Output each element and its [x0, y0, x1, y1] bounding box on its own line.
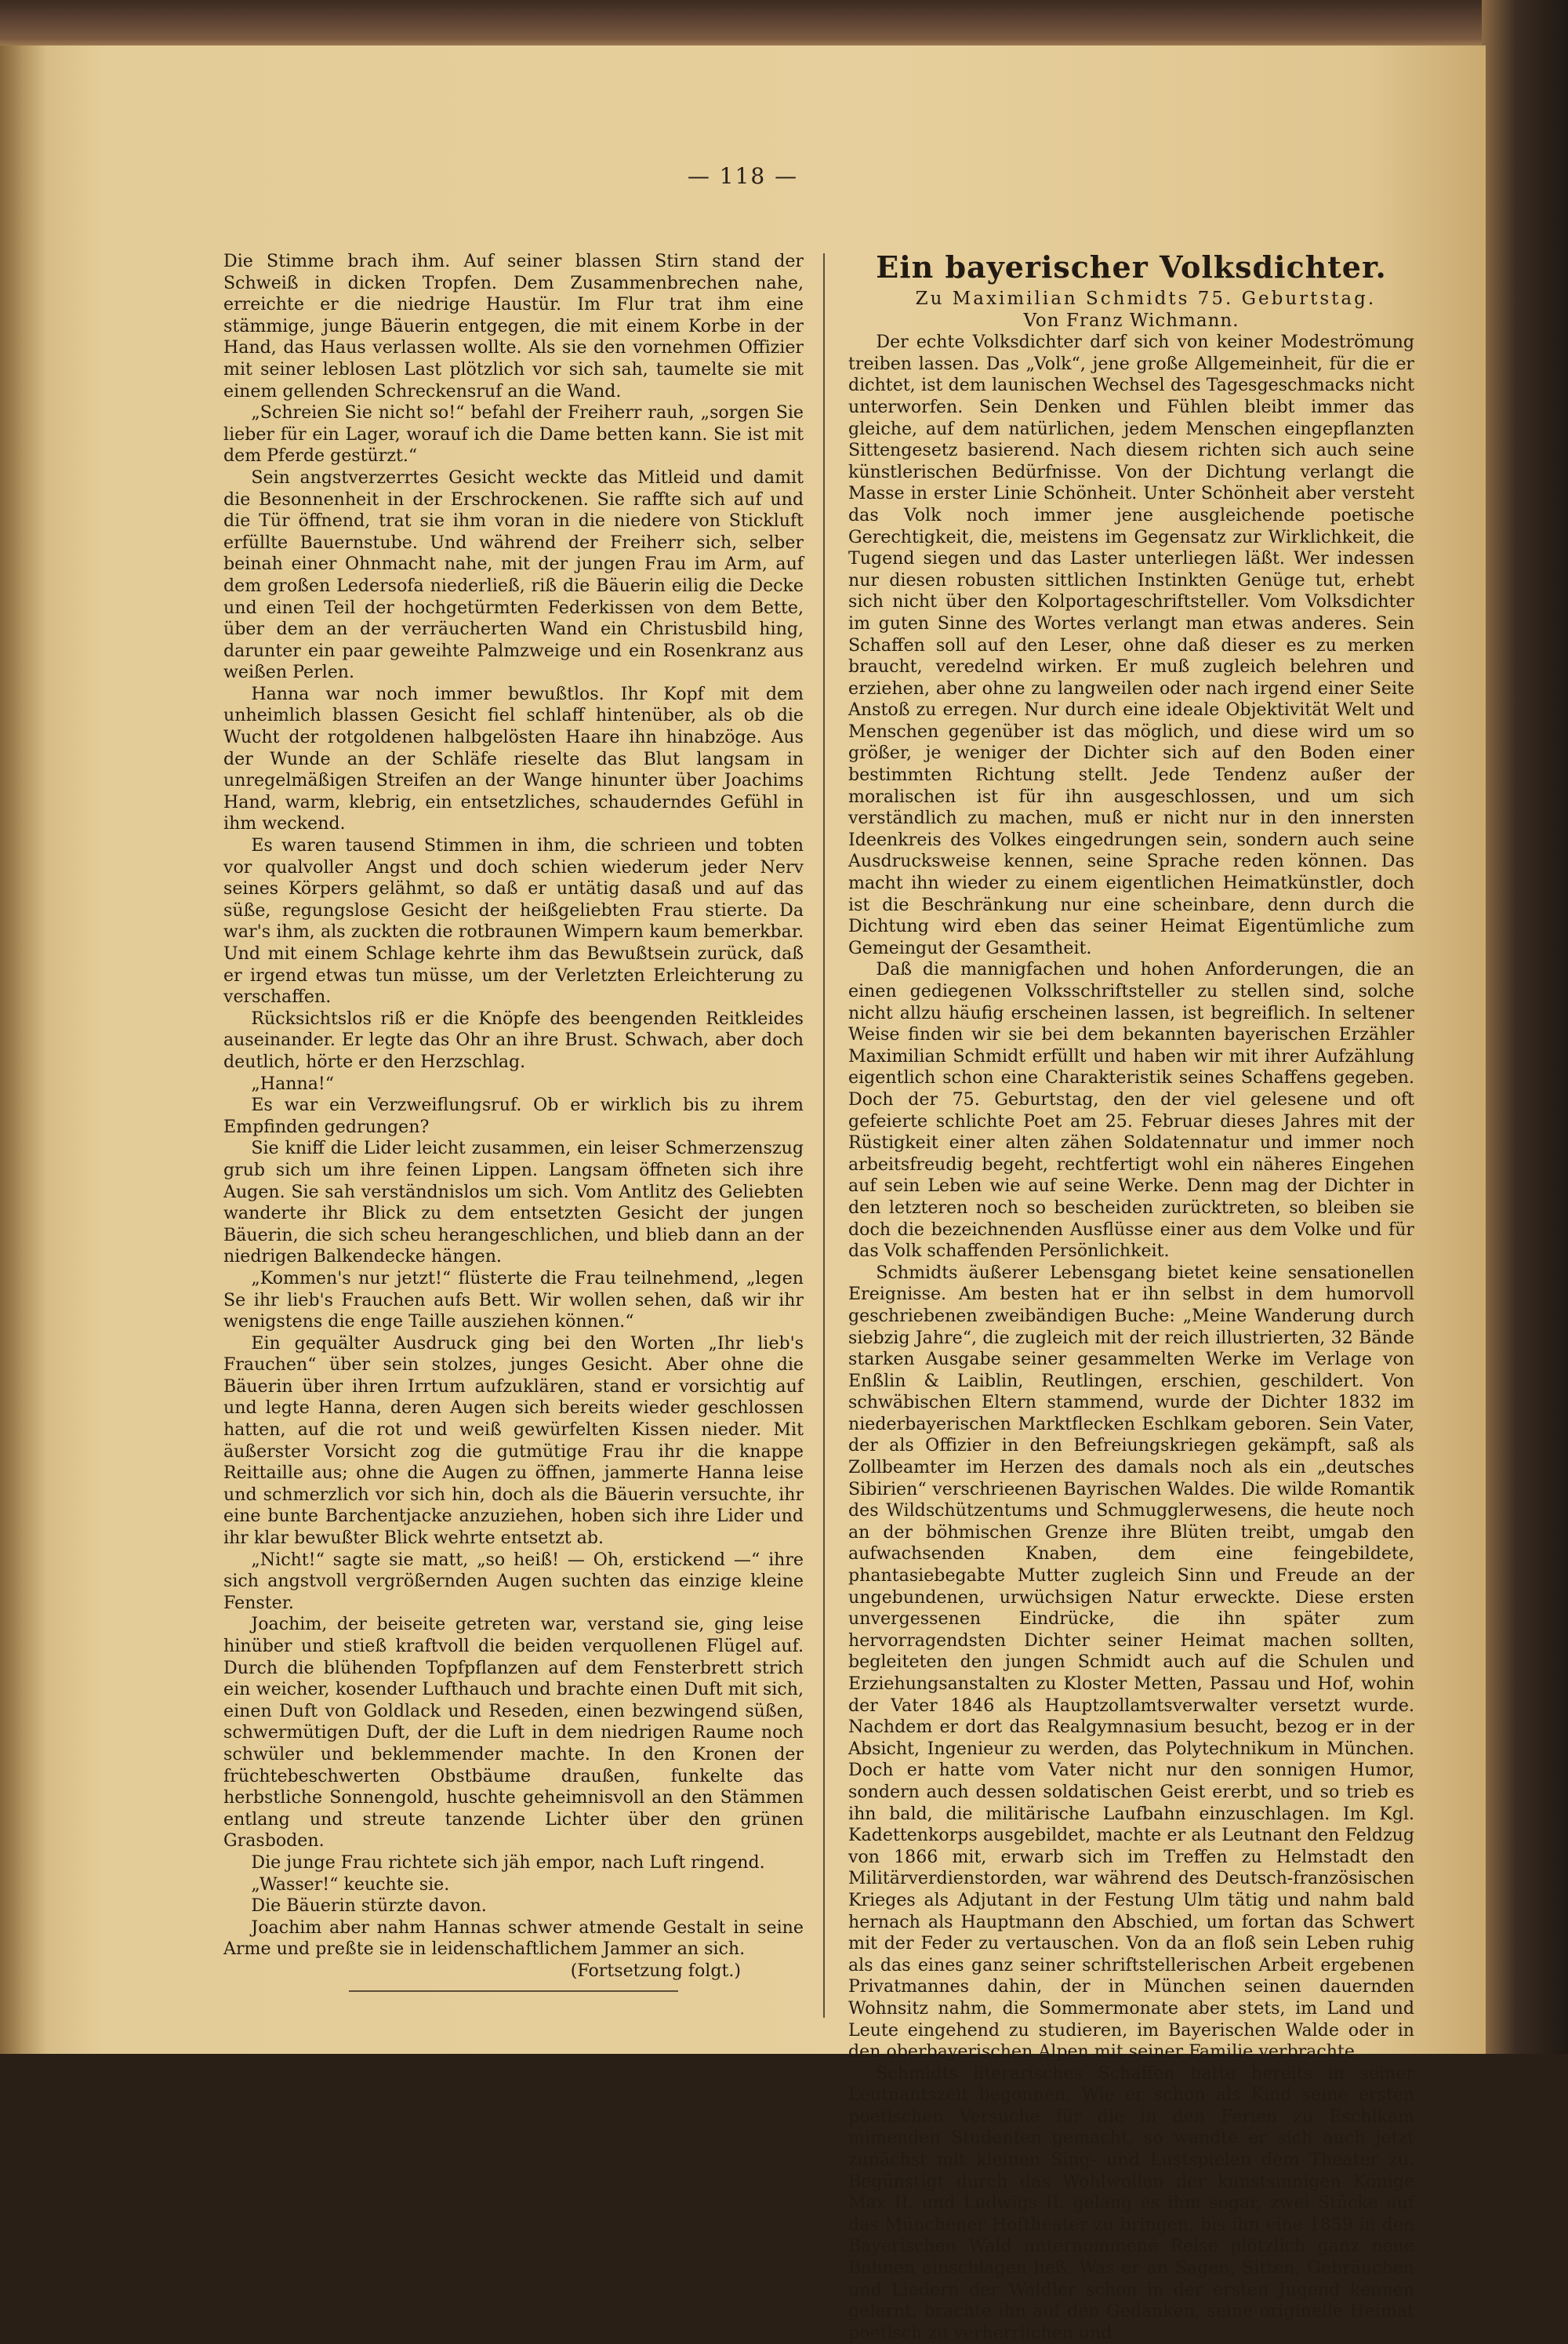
right-column: [848, 251, 1414, 2344]
right-paragraph: Schmidts äußerer Lebensgang bietet keine sensationellen Ereignisse. Am besten hat er ihn selbst in dem humorvoll geschriebenen zweibändigen Buche: „Meine Wanderung durch siebzig Jahre“, die zugleich mit der reich illustrierten, 32 Bände starken Ausgabe seiner gesammelten Werke im Verlage von Enßlin & Laiblin, Reutlingen, erschien, geschildert. Von schwäbischen Eltern stammend, wurde der Dichter 1832 im niederbayerischen Marktflecken Eschlkam geboren. Sein Vater, der als Offizier in den Befreiungskriegen gekämpft, saß als Zollbeamter im Herzen des damals noch als ein „deutsches Sibirien“ verschrieenen Bayrischen Waldes. Die wilde Romantik des Wildschützentums und Schmugglerwesens, die heute noch an der böhmischen Grenze ihre Blüten treibt, umgab den aufwachsenden Knaben, dem eine feingebildete, phantasiebegabte Mutter zugleich Sinn und Freude an der ungebundenen, urwüchsigen Natur erweckte. Diese ersten unvergessenen Eindrücke, die ihn später zum hervorragendsten Dichter seiner Heimat machen sollten, begleiteten den jungen Schmidt auch auf die Schulen und Erziehungsanstalten zu Kloster Metten, Passau und Hof, wohin der Vater 1846 als Hauptzollamtsverwalter versetzt wurde. Nachdem er dort das Realgymnasium besucht, bezog er in der Absicht, Ingenieur zu werden, das Polytechnikum in München. Doch er hatte vom Vater nicht nur den sonnigen Humor, sondern auch dessen soldatischen Geist ererbt, und so trieb es ihn bald, die militärische Laufbahn einzuschlagen. Im Kgl. Kadettenkorps ausgebildet, machte er als Leutnant den Feldzug von 1866 mit, erwarb sich im Treffen zu Helmstadt den Militärverdienstorden, war während des Deutsch-französischen Krieges als Adjutant in der Festung Ulm tätig und nahm bald hernach als Hauptmann den Abschied, um fortan das Schwert mit der Feder zu vertauschen. Von da an floß sein Leben ruhig als das eines ganz seiner schriftstellerischen Arbeit ergebenen Privatmannes dahin, der in München seinen dauernden Wohnsitz nahm, die Sommermonate aber stets, im Land und Leute eingehend zu studieren, im Bayerischen Walde oder in den oberbayerischen Alpen mit seiner Familie verbrachte.: [848, 1262, 1414, 2062]
book-binding-right: [1482, 0, 1568, 2054]
left-paragraph: „Wasser!“ keuchte sie.: [251, 1873, 450, 1895]
left-paragraph: Rücksichtslos riß er die Knöpfe des beengenden Reitkleides auseinander. Er legte das Ohr an ihre Brust. Schwach, aber doch deutlich, hörte er den Herzschlag.: [223, 1008, 804, 1072]
article-author: Von Franz Wichmann.: [1023, 310, 1240, 331]
left-paragraph: Joachim, der beiseite getreten war, verstand sie, ging leise hinüber und stieß kraftvoll die beiden verquollenen Flügel auf. Durch die blühenden Topfpflanzen auf dem Fensterbrett strich ein weicher, kosender Lufthauch und brachte einen Duft mit sich, einen Duft von Goldlack und Reseden, einen bezwingend süßen, schwermütigen Duft, der die Luft in dem niedrigen Raume noch schwüler und beklemmender machte. In den Kronen der früchtebeschwerten Obstbäume draußen, funkelte das herbstliche Sonnengold, huschte geheimnisvoll an den Stämmen entlang und streute tanzende Lichter über den grünen Grasboden.: [223, 1614, 804, 1852]
left-paragraph: Hanna war noch immer bewußtlos. Ihr Kopf mit dem unheimlich blassen Gesicht fiel schlaff hintenüber, als ob die Wucht der rotgoldenen halbgelösten Haare ihn hinabzöge. Aus der Wunde an der Schläfe rieselte das Blut langsam in unregelmäßigen Streifen an der Wange hinunter über Joachims Hand, warm, klebrig, ein entsetzliches, schauderndes Gefühl in ihm weckend.: [223, 683, 804, 834]
left-paragraph: Joachim aber nahm Hannas schwer atmende Gestalt in seine Arme und preßte sie in leidenschaftlichem Jammer an sich.: [223, 1917, 804, 1960]
page-gutter-shadow: [0, 45, 47, 2054]
article-subtitle: Zu Maximilian Schmidts 75. Geburtstag.: [915, 289, 1377, 309]
left-paragraph: Die junge Frau richtete sich jäh empor, nach Luft ringend.: [251, 1852, 765, 1873]
book-page: [0, 45, 1486, 2343]
right-paragraph: Daß die mannigfachen und hohen Anforderungen, die an einen gediegenen Volksschriftsteller zu stellen sind, solche nicht allzu häufig erscheinen lassen, ist begreiflich. In seltener Weise finden wir sie bei dem bekannten bayerischen Erzähler Maximilian Schmidt erfüllt und haben wir mit ihrer Aufzählung eigentlich schon eine Charakteristik seines Schaffens gegeben. Doch der 75. Geburtstag, den der viel gelesene und oft gefeierte schlichte Poet am 25. Februar dieses Jahres mit der Rüstigkeit einer alten zähen Soldatennatur und immer noch arbeitsfreudig begeht, rechtfertigt wohl ein näheres Eingehen auf sein Leben wie auf seine Werke. Denn mag der Dichter in den letzteren noch so bescheiden zurücktreten, so bleiben sie doch die bezeichnenden Ausflüsse einer aus dem Volke und für das Volk schaffenden Persönlichkeit.: [848, 959, 1414, 1262]
book-binding-top: [0, 0, 1568, 49]
left-paragraph: Es waren tausend Stimmen in ihm, die schrieen und tobten vor qualvoller Angst und doch schien wiederum jeder Nerv seines Körpers gelähmt, so daß er untätig dasaß und auf das süße, regungslose Gesicht der heißgeliebten Frau stierte. Da war's ihm, als zuckten die rotbraunen Wimpern kaum bemerkbar. Und mit einem Schlage kehrte ihm das Bewußtsein zurück, daß er irgend etwas tun müsse, um der Verletzten Erleichterung zu verschaffen.: [223, 835, 804, 1008]
right-paragraph: Schmidts literarisches Schaffen hatte bereits in seiner Leutnantszeit begonnen. Wie er schon als Kind seine ersten poetischen Versuche für die in den Ferien zu Eschlkam mimenden Studenten gemacht, so wandte er sich auch jetzt zunächst mit kleinen Sing- und Lustspielen dem Theater zu. Begünstigt durch das Wohlwollen der kunstsinnigen Könige Max II. und Ludwigs II. gelang es ihm sogar, zwei Stücke auf das Münchener Hoftheater zu bringen, bis ihn eine 1859 in den Bayerischen Wald unternommene Reise plötzlich ganz neue Bahnen einschlagen ließ. Was er an Sagen, Sitten, Gebräuchen und Liedern der Waldler schon in der ersten Jugend kennen gelernt, brachte ihn auf den Gedanken, seine originelle Heimat poetisch zu verherrlichen und: [848, 2062, 1414, 2343]
article-title: Ein bayerischer Volksdichter.: [876, 249, 1387, 285]
continued-note: (Fortsetzung folgt.): [570, 1960, 741, 1981]
left-paragraph: „Hanna!“: [251, 1073, 335, 1094]
page-number: — 118 —: [687, 163, 799, 189]
left-paragraph: Sie kniff die Lider leicht zusammen, ein leiser Schmerzenszug grub sich um ihre feinen Lippen. Langsam öffneten sich ihre Augen. Sie sah verständnislos um sich. Vom Antlitz des Geliebten wanderte ihr Blick zu dem entsetzten Gesicht der jungen Bäuerin, die sich scheu herangeschlichen, und blieb dann an der niedrigen Balkendecke hängen.: [223, 1138, 804, 1267]
left-paragraph: Sein angstverzerrtes Gesicht weckte das Mitleid und damit die Besonnenheit in der Erschrockenen. Sie raffte sich auf und die Tür öffnend, trat sie ihm voran in die niedere von Stickluft erfüllte Bauernstube. Und während der Freiherr sich, selber beinah einer Ohnmacht nahe, mit der jungen Frau im Arm, auf dem großen Ledersofa niederließ, riß die Bäuerin eilig die Decke und einen Teil der hochgetürmten Federkissen von dem Bette, über dem an der verräucherten Wand ein Christusbild hing, darunter ein paar geweihte Palmzweige und ein Rosenkranz aus weißen Perlen.: [223, 467, 804, 683]
left-paragraph: „Kommen's nur jetzt!“ flüsterte die Frau teilnehmend, „legen Se ihr lieb's Frauchen aufs Bett. Wir wollen sehen, daß wir ihr wenigstens die enge Taille ausziehen können.“: [223, 1267, 804, 1332]
left-paragraph: Die Bäuerin stürzte davon.: [251, 1895, 487, 1917]
left-column: [223, 251, 804, 1992]
left-paragraph: Es war ein Verzweiflungsruf. Ob er wirklich bis zu ihrem Empfinden gedrungen?: [223, 1095, 804, 1137]
left-paragraph: Die Stimme brach ihm. Auf seiner blassen Stirn stand der Schweiß in dicken Tropfen. Dem Zusammenbrechen nahe, erreichte er die niedrige Haustür. Im Flur trat ihm eine stämmige, junge Bäuerin entgegen, die mit einem Korbe in der Hand, das Haus verlassen wollte. Als sie den vornehmen Offizier mit seiner leblosen Last plötzlich vor sich sah, taumelte sie mit einem gellenden Schreckensruf an die Wand.: [223, 251, 804, 402]
left-paragraph: „Nicht!“ sagte sie matt, „so heiß! — Oh, erstickend —“ ihre sich angstvoll vergrößernden Augen suchten das einzige kleine Fenster.: [223, 1549, 804, 1613]
left-paragraph: „Schreien Sie nicht so!“ befahl der Freiherr rauh, „sorgen Sie lieber für ein Lager, worauf ich die Dame betten kann. Sie ist mit dem Pferde gestürzt.“: [223, 402, 804, 467]
left-paragraph: Ein gequälter Ausdruck ging bei den Worten „Ihr lieb's Frauchen“ über sein stolzes, junges Gesicht. Aber ohne die Bäuerin über ihren Irrtum aufzuklären, stand er vorsichtig auf und legte Hanna, deren Augen sich bereits wieder geschlossen hatten, auf die rot und weiß gewürfelten Kissen nieder. Mit äußerster Vorsicht zog die gutmütige Frau ihr die knappe Reittaille aus; ohne die Augen zu öffnen, jammerte Hanna leise und schmerzlich vor sich hin, doch als die Bäuerin versuchte, ihr eine bunte Barchentjacke anzuziehen, hoben sich ihre Lider und ihr klar bewußter Blick wehrte entsetzt ab.: [223, 1332, 804, 1549]
column-divider: [823, 253, 825, 2018]
right-paragraph: Der echte Volksdichter darf sich von keiner Modeströmung treiben lassen. Das „Volk“, jene große Allgemeinheit, für die er dichtet, ist dem launischen Wechsel des Tagesgeschmacks nicht unterworfen. Sein Denken und Fühlen bleibt immer das gleiche, auf dem natürlichen, jedem Menschen eingepflanzten Sittengesetz basierend. Nach diesem richten sich auch seine künstlerischen Bedürfnisse. Von der Dichtung verlangt die Masse in erster Linie Schönheit. Unter Schönheit aber versteht das Volk noch immer jene ausgleichende poetische Gerechtigkeit, die, meistens im Gegensatz zur Wirklichkeit, die Tugend siegen und das Laster unterliegen läßt. Wer indessen nur diesen robusten sittlichen Instinkten Genüge tut, erhebt sich nicht über den Kolportageschriftsteller. Vom Volksdichter im guten Sinne des Wortes verlangt man etwas anderes. Sein Schaffen soll auf den Leser, ohne daß dieser es zu merken braucht, veredelnd wirken. Er muß zugleich belehren und erziehen, aber ohne zu langweilen oder nach irgend einer Seite Anstoß zu erregen. Nur durch eine ideale Objektivität Welt und Menschen gegenüber ist das möglich, und diese wird um so größer, je weniger der Dichter sich auf den Boden einer bestimmten Richtung stellt. Jede Tendenz außer der moralischen ist für ihn ausgeschlossen, und um sich verständlich zu machen, muß er nicht nur in den innersten Ideenkreis des Volkes eingedrungen sein, sondern auch seine Ausdrucksweise kennen, seine Sprache reden können. Das macht ihn wieder zu einem eigentlichen Heimatkünstler, doch ist die Beschränkung nur eine scheinbare, denn durch die Dichtung wird eben das seiner Heimat Eigentümliche zum Gemeingut der Gesamtheit.: [848, 332, 1414, 958]
end-rule: [349, 1990, 678, 1992]
